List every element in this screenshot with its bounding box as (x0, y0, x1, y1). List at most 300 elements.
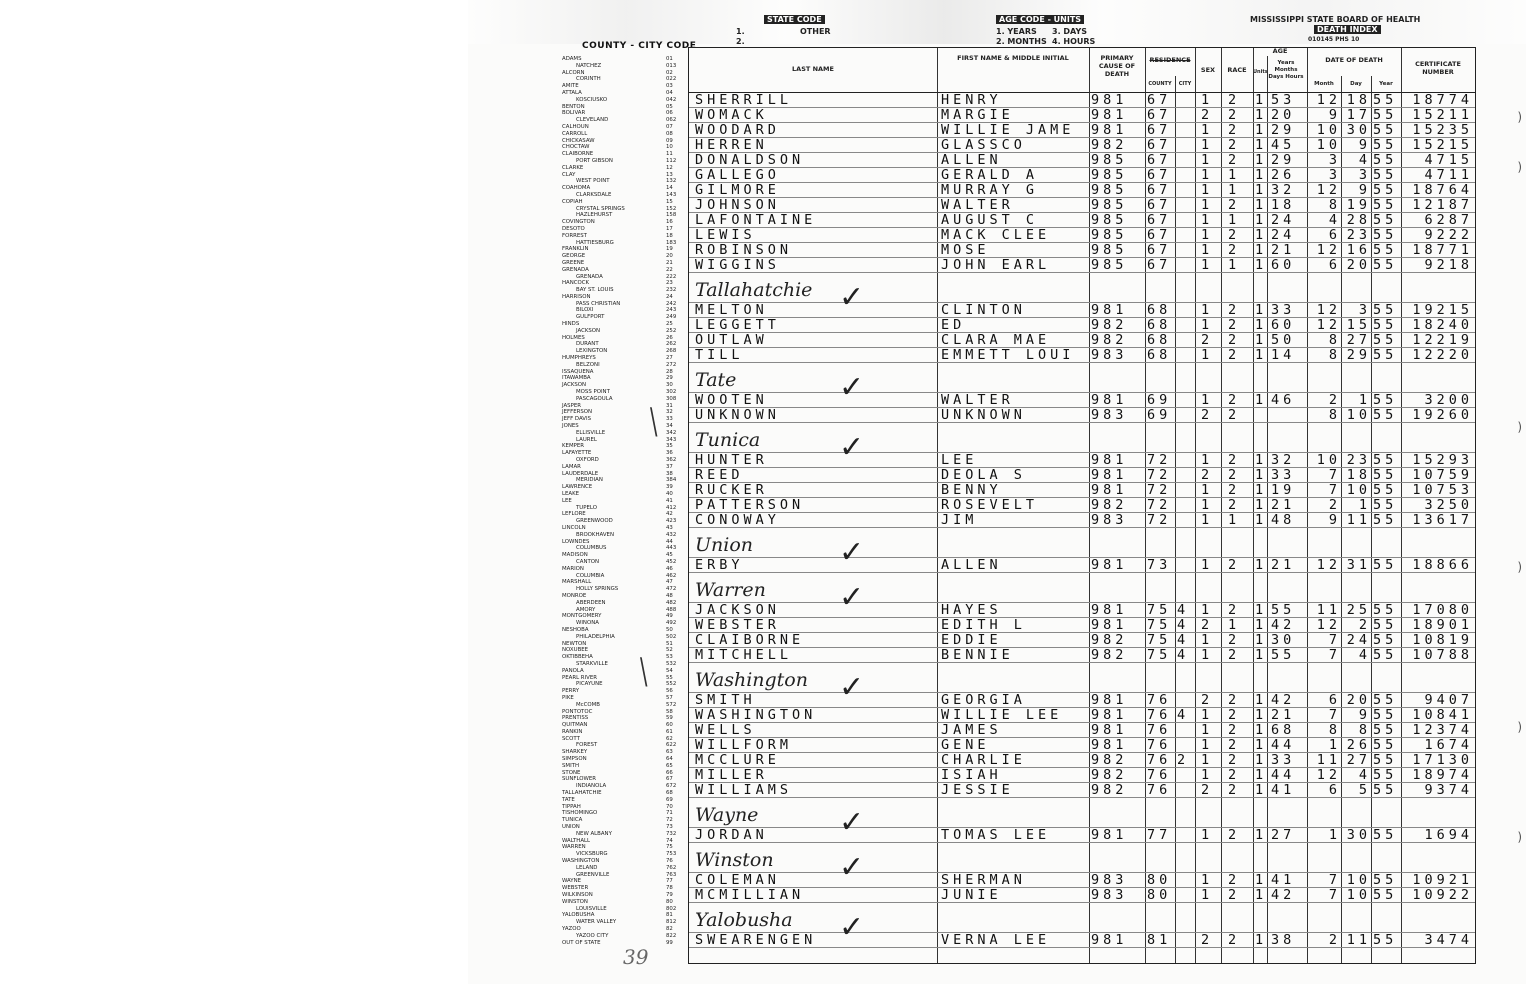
county-name: LAUREL (576, 436, 597, 443)
cell-age: 20 (1271, 107, 1296, 122)
cell-age: 21 (1271, 707, 1296, 722)
cell-sex: 1 (1201, 392, 1214, 407)
county-code: 112 (666, 157, 677, 164)
county-code-row (562, 423, 682, 430)
cell-year: 55 (1373, 212, 1398, 227)
table-row (689, 632, 1475, 648)
cell-city (1177, 317, 1195, 332)
county-code: 423 (666, 518, 677, 525)
cell-month: 7 (1328, 482, 1341, 497)
county-code-row (562, 518, 682, 525)
county-name: LEAKE (562, 491, 580, 497)
county-code-row (562, 240, 682, 247)
cell-year: 55 (1373, 752, 1398, 767)
handwritten-county-name: Yalobusha (695, 909, 793, 931)
header-residence: RESIDENCE (1149, 56, 1191, 64)
county-name: WINONA (576, 620, 599, 627)
county-name: BOLIVAR (562, 110, 586, 117)
county-name: KOSCIUSKO (576, 96, 608, 103)
cell-city (1177, 137, 1195, 152)
cell-race: 2 (1228, 482, 1241, 497)
cell-last: COLEMAN (695, 872, 780, 887)
county-code-row (562, 790, 682, 797)
county-name: TALLAHATCHIE (562, 790, 602, 797)
county-name: TUPELO (576, 504, 597, 511)
county-name: GRENADA (562, 266, 589, 273)
cell-county: 72 (1147, 467, 1172, 482)
cell-age: 30 (1271, 632, 1296, 647)
county-name: COPIAH (562, 198, 583, 205)
cell-units (1255, 407, 1267, 422)
cell-cause: 985 (1091, 197, 1128, 212)
county-code-row (562, 865, 682, 872)
county-name: CARROLL (562, 130, 588, 137)
age-code-years: 1. YEARS (996, 27, 1037, 36)
county-code-row (562, 450, 682, 457)
cell-race: 1 (1228, 617, 1241, 632)
county-name: ABERDEEN (576, 599, 606, 606)
cell-race: 1 (1228, 182, 1241, 197)
cell-units: 1 (1255, 212, 1267, 227)
county-code-row (562, 566, 682, 573)
county-code-row (562, 172, 682, 179)
cell-last: ERBY (695, 557, 744, 572)
county-name: UNION (562, 824, 580, 831)
cell-last: SMITH (695, 692, 756, 707)
county-code: 07 (666, 123, 673, 130)
cell-first: GERALD A (941, 167, 1039, 182)
cell-first: ALLEN (941, 557, 1002, 572)
county-name: HANCOCK (562, 280, 590, 287)
cell-first: CLINTON (941, 302, 1026, 317)
cell-race: 2 (1228, 107, 1241, 122)
cell-county: 80 (1147, 872, 1172, 887)
cell-first: MARGIE (941, 107, 1014, 122)
checkmark-icon: ✓ (839, 670, 865, 705)
county-code: 21 (666, 259, 673, 266)
cell-race: 2 (1228, 872, 1241, 887)
county-code-row (562, 831, 682, 838)
cell-cause: 982 (1091, 497, 1128, 512)
cell-day: 1 (1358, 497, 1371, 512)
county-code-row (562, 675, 682, 682)
county-name: LAFAYETTE (562, 450, 592, 457)
cell-city (1177, 722, 1195, 737)
cell-county: 75 (1147, 617, 1172, 632)
cell-last: MILLER (695, 767, 768, 782)
cell-year: 55 (1373, 122, 1398, 137)
cell-race: 2 (1228, 392, 1241, 407)
cell-month: 8 (1328, 347, 1341, 362)
margin-mark: ) (1517, 160, 1522, 174)
cell-city (1177, 692, 1195, 707)
county-name: LOUISVILLE (576, 905, 607, 912)
table-row (689, 887, 1475, 903)
cell-first: JAMES (941, 722, 1002, 737)
cell-cause: 982 (1091, 647, 1128, 662)
cell-race: 1 (1228, 512, 1241, 527)
cell-units: 1 (1255, 707, 1267, 722)
cell-year: 55 (1373, 407, 1398, 422)
county-code: 132 (666, 178, 677, 185)
cell-county: 81 (1147, 932, 1172, 947)
cell-cause: 981 (1091, 602, 1128, 617)
county-code-row (562, 491, 682, 498)
cell-day: 4 (1358, 152, 1371, 167)
cell-cause: 981 (1091, 692, 1128, 707)
county-name: GULFPORT (576, 314, 605, 321)
cell-age: 68 (1271, 722, 1296, 737)
county-code-row (562, 770, 682, 777)
county-name: PIKE (562, 694, 574, 701)
cell-units: 1 (1255, 302, 1267, 317)
county-code: 44 (666, 538, 673, 545)
cell-day: 29 (1346, 347, 1371, 362)
cell-city: 4 (1177, 617, 1190, 632)
cell-month: 12 (1316, 557, 1341, 572)
county-code: 343 (666, 436, 677, 443)
county-code-row (562, 783, 682, 790)
county-code: 802 (666, 905, 677, 912)
cell-month: 12 (1316, 317, 1341, 332)
cell-sex: 2 (1201, 782, 1214, 797)
cell-county: 76 (1147, 737, 1172, 752)
county-code: 572 (666, 701, 677, 708)
county-code: 472 (666, 586, 677, 593)
cell-cert: 9222 (1424, 227, 1473, 242)
cell-units: 1 (1255, 317, 1267, 332)
margin-mark: ) (1517, 830, 1522, 844)
cell-day: 8 (1358, 722, 1371, 737)
county-code: 57 (666, 694, 673, 701)
table-row (689, 872, 1475, 888)
cell-units: 1 (1255, 722, 1267, 737)
cell-sex: 1 (1201, 167, 1214, 182)
county-code-row (562, 579, 682, 586)
county-code: 252 (666, 327, 677, 334)
cell-age: 42 (1271, 617, 1296, 632)
county-code-row (562, 620, 682, 627)
county-code: 66 (666, 769, 673, 776)
county-name: NESHOBA (562, 626, 589, 633)
county-name: DURANT (576, 341, 599, 348)
cell-race: 2 (1228, 602, 1241, 617)
cell-month: 11 (1316, 602, 1341, 617)
cell-age: 32 (1271, 452, 1296, 467)
table-row (689, 602, 1475, 618)
county-code-row (562, 838, 682, 845)
cell-cert: 1674 (1424, 737, 1473, 752)
cell-city (1177, 152, 1195, 167)
county-name: WASHINGTON (562, 858, 600, 865)
county-name: CLAIBORNE (562, 151, 594, 158)
cell-day: 24 (1346, 632, 1371, 647)
county-code-row (562, 661, 682, 668)
cell-units: 1 (1255, 632, 1267, 647)
cell-day: 31 (1346, 557, 1371, 572)
county-code: 272 (666, 361, 677, 368)
cell-county: 67 (1147, 227, 1172, 242)
table-row (689, 92, 1475, 108)
cell-race: 2 (1228, 752, 1241, 767)
county-name: COLUMBUS (576, 545, 607, 552)
cell-month: 12 (1316, 767, 1341, 782)
cell-month: 6 (1328, 692, 1341, 707)
cell-first: MOSE (941, 242, 990, 257)
cell-race: 2 (1228, 152, 1241, 167)
county-name: GREENE (562, 259, 585, 266)
cell-county: 67 (1147, 137, 1172, 152)
county-code: 38 (666, 470, 673, 477)
county-code-row (562, 104, 682, 111)
county-code-row (562, 185, 682, 192)
cell-cert: 18774 (1412, 92, 1473, 107)
county-code-row (562, 443, 682, 450)
county-code-row (562, 260, 682, 267)
cell-cert: 18771 (1412, 242, 1473, 257)
county-code: 45 (666, 552, 673, 559)
cell-year: 55 (1373, 467, 1398, 482)
cell-last: WIGGINS (695, 257, 780, 272)
county-name: WALTHALL (562, 837, 591, 844)
county-code: 36 (666, 450, 673, 457)
cell-race: 2 (1228, 407, 1241, 422)
county-code: 432 (666, 531, 677, 538)
cell-month: 6 (1328, 227, 1341, 242)
cell-last: DONALDSON (695, 152, 805, 167)
cell-sex: 1 (1201, 257, 1214, 272)
checkmark-icon: ✓ (839, 430, 865, 465)
cell-county: 69 (1147, 407, 1172, 422)
county-code-row (562, 253, 682, 260)
cell-county: 67 (1147, 152, 1172, 167)
county-name: WEBSTER (562, 885, 589, 892)
table-row (689, 452, 1475, 468)
county-name: CORINTH (576, 76, 601, 83)
county-code: 71 (666, 810, 673, 817)
cell-year: 55 (1373, 152, 1398, 167)
cell-county: 67 (1147, 257, 1172, 272)
county-name: SIMPSON (562, 756, 587, 763)
cell-cert: 10788 (1412, 647, 1473, 662)
cell-day: 23 (1346, 452, 1371, 467)
cell-sex: 2 (1201, 332, 1214, 347)
cell-month: 2 (1328, 497, 1341, 512)
cell-county: 72 (1147, 482, 1172, 497)
cell-cert: 6287 (1424, 212, 1473, 227)
county-code: 33 (666, 416, 673, 423)
cell-first: GENE (941, 737, 990, 752)
county-name: PASS CHRISTIAN (576, 300, 621, 307)
county-name: PERRY (562, 688, 580, 695)
county-name: MARSHALL (562, 579, 592, 586)
cell-city (1177, 407, 1195, 422)
county-name: CLARKSDALE (576, 191, 612, 198)
county-code: 06 (666, 110, 673, 117)
county-name: LELAND (576, 864, 598, 871)
cell-day: 2 (1358, 617, 1371, 632)
state-code-label: STATE CODE (764, 15, 825, 24)
county-code-row (562, 138, 682, 145)
cell-units: 1 (1255, 557, 1267, 572)
cell-last: HERREN (695, 137, 768, 152)
county-name: CRYSTAL SPRINGS (576, 205, 625, 212)
table-row (689, 752, 1475, 768)
table-row (689, 392, 1475, 408)
county-code-row (562, 912, 682, 919)
county-name: BAY ST. LOUIS (576, 287, 614, 294)
county-code-row (562, 722, 682, 729)
cell-race: 2 (1228, 782, 1241, 797)
cell-sex: 1 (1201, 92, 1214, 107)
county-name: WINSTON (562, 898, 588, 905)
county-code-row (562, 756, 682, 763)
cell-cert: 4711 (1424, 167, 1473, 182)
cell-day: 10 (1346, 887, 1371, 902)
cell-day: 26 (1346, 737, 1371, 752)
county-name: FRANKLIN (562, 246, 589, 253)
cell-sex: 1 (1201, 317, 1214, 332)
county-name: MONTGOMERY (562, 613, 602, 620)
header-date-of-death: DATE OF DEATH (1325, 56, 1383, 64)
cell-sex: 1 (1201, 347, 1214, 362)
county-code-row (562, 314, 682, 321)
county-name: STONE (562, 769, 581, 776)
cell-city (1177, 467, 1195, 482)
cell-sex: 1 (1201, 707, 1214, 722)
cell-county: 67 (1147, 182, 1172, 197)
cell-sex: 2 (1201, 467, 1214, 482)
cell-cause: 985 (1091, 152, 1128, 167)
county-code: 43 (666, 524, 673, 531)
county-name: PHILADELPHIA (576, 633, 615, 640)
cell-units: 1 (1255, 167, 1267, 182)
cell-age (1271, 407, 1307, 422)
county-name: BELZONI (576, 361, 600, 368)
margin-tick: \ (650, 402, 658, 443)
cell-first: EMMETT LOUI (941, 347, 1075, 362)
cell-cause: 981 (1091, 107, 1128, 122)
county-code: 61 (666, 728, 673, 735)
cell-sex: 1 (1201, 512, 1214, 527)
cell-month: 12 (1316, 242, 1341, 257)
county-name: CLARKE (562, 164, 584, 171)
cell-cause: 983 (1091, 512, 1128, 527)
cell-year: 55 (1373, 632, 1398, 647)
county-code-row (562, 899, 682, 906)
cell-first: JIM (941, 512, 978, 527)
cell-units: 1 (1255, 182, 1267, 197)
cell-sex: 1 (1201, 602, 1214, 617)
county-code: 17 (666, 225, 673, 232)
county-code: 222 (666, 273, 677, 280)
county-name: OUT OF STATE (562, 939, 601, 946)
cell-day: 10 (1346, 482, 1371, 497)
checkmark-icon: ✓ (839, 805, 865, 840)
cell-cause: 983 (1091, 872, 1128, 887)
county-code-row (562, 552, 682, 559)
cell-last: LEGGETT (695, 317, 780, 332)
county-code-row (562, 355, 682, 362)
county-code-row (562, 647, 682, 654)
cell-city (1177, 452, 1195, 467)
death-index-table (688, 47, 1476, 964)
cell-last: JORDAN (695, 827, 768, 842)
cell-city (1177, 242, 1195, 257)
margin-tick: \ (640, 652, 648, 693)
cell-age: 19 (1271, 482, 1296, 497)
cell-race: 2 (1228, 92, 1241, 107)
cell-last: REED (695, 467, 744, 482)
county-code: 75 (666, 844, 673, 851)
age-code-days: 3. DAYS (1052, 27, 1088, 36)
cell-city (1177, 182, 1195, 197)
county-code: 37 (666, 463, 673, 470)
cell-day: 19 (1346, 197, 1371, 212)
cell-cert: 18901 (1412, 617, 1473, 632)
county-code-row (562, 294, 682, 301)
cell-cause: 981 (1091, 722, 1128, 737)
cell-race: 2 (1228, 737, 1241, 752)
cell-units: 1 (1255, 257, 1267, 272)
county-name: JACKSON (576, 327, 601, 334)
county-code-row (562, 437, 682, 444)
table-header (689, 48, 1475, 93)
county-name: MOSS POINT (576, 389, 610, 396)
cell-last: WEBSTER (695, 617, 780, 632)
table-row (689, 227, 1475, 243)
cell-sex: 1 (1201, 722, 1214, 737)
county-code-row (562, 933, 682, 940)
cell-day: 30 (1346, 827, 1371, 842)
cell-cause: 982 (1091, 752, 1128, 767)
county-code: 042 (666, 96, 677, 103)
cell-age: 41 (1271, 872, 1296, 887)
cell-units: 1 (1255, 497, 1267, 512)
county-code-row (562, 858, 682, 865)
cell-cert: 9374 (1424, 782, 1473, 797)
header-sex: SEX (1200, 66, 1216, 74)
table-row (689, 347, 1475, 363)
cell-day: 1 (1358, 392, 1371, 407)
cell-first: JESSIE (941, 782, 1014, 797)
county-code: 14 (666, 185, 673, 192)
county-code-row (562, 233, 682, 240)
cell-race: 2 (1228, 692, 1241, 707)
county-code: 18 (666, 232, 673, 239)
county-code: 41 (666, 497, 673, 504)
cell-year: 55 (1373, 647, 1398, 662)
cell-units: 1 (1255, 512, 1267, 527)
county-code-row (562, 729, 682, 736)
cell-race: 1 (1228, 167, 1241, 182)
cell-cert: 15211 (1412, 107, 1473, 122)
cell-month: 1 (1328, 737, 1341, 752)
county-name: PEARL RIVER (562, 674, 597, 681)
cell-county: 76 (1147, 722, 1172, 737)
table-row (689, 122, 1475, 138)
cell-city (1177, 332, 1195, 347)
county-code-row (562, 212, 682, 219)
cell-city (1177, 227, 1195, 242)
county-name: GRENADA (576, 273, 603, 280)
cell-race: 2 (1228, 452, 1241, 467)
cell-day: 17 (1346, 107, 1371, 122)
cell-city (1177, 212, 1195, 227)
county-name: JEFF DAVIS (562, 416, 592, 423)
county-code-row (562, 151, 682, 158)
cell-year: 55 (1373, 452, 1398, 467)
